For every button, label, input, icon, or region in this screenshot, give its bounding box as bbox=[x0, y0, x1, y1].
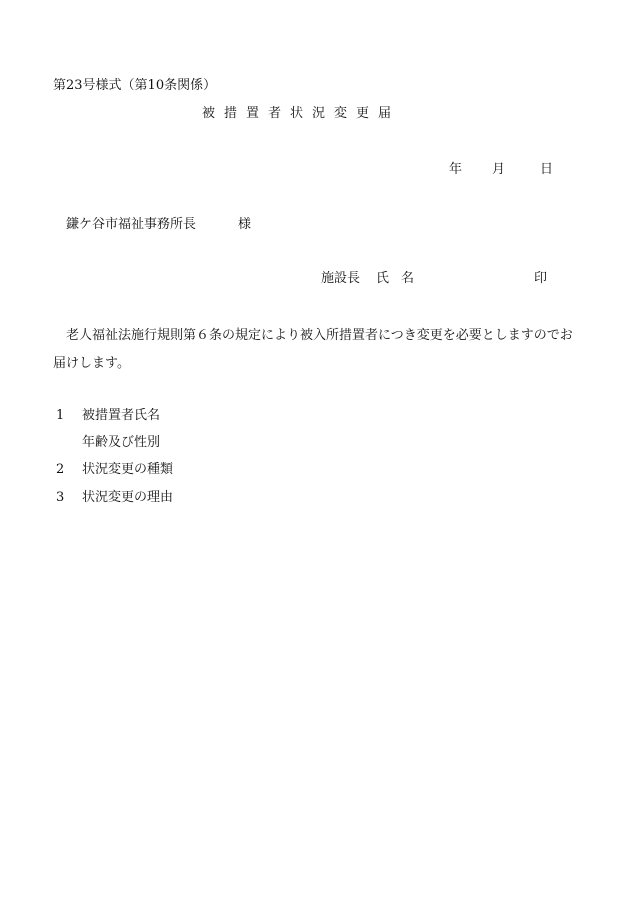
item-label: 状況変更の種類 bbox=[82, 462, 174, 477]
document-title: 被措置者状況変更届 bbox=[202, 106, 401, 121]
day-label: 日 bbox=[540, 162, 554, 177]
body-text: 老人福祉法施行規則第６条の規定により被入所措置者につき変更を必要としますのでお届けします。 bbox=[53, 328, 573, 371]
applicant-name-label-1: 氏 bbox=[376, 271, 390, 286]
list-item bbox=[53, 463, 173, 476]
form-number: 第23号様式（第10条関係） bbox=[53, 78, 217, 93]
addressee bbox=[66, 218, 251, 231]
seal-label: 印 bbox=[534, 271, 548, 286]
applicant-line bbox=[321, 272, 414, 285]
addressee-honorific: 様 bbox=[238, 217, 252, 232]
item-label: 年齢及び性別 bbox=[82, 435, 161, 450]
applicant-name-label-2: 名 bbox=[401, 271, 415, 286]
applicant-title: 施設長 bbox=[321, 271, 361, 286]
list-item bbox=[53, 491, 173, 504]
date-line bbox=[449, 163, 553, 176]
item-number: 1 bbox=[56, 408, 65, 423]
addressee-name: 鎌ケ谷市福祉事務所長 bbox=[66, 217, 197, 232]
month-label: 月 bbox=[492, 162, 506, 177]
list-item bbox=[53, 409, 160, 422]
item-label: 被措置者氏名 bbox=[82, 408, 161, 423]
item-number: 2 bbox=[56, 462, 65, 477]
item-label: 状況変更の理由 bbox=[82, 490, 174, 505]
list-item bbox=[53, 436, 160, 449]
item-number: 3 bbox=[56, 490, 65, 505]
year-label: 年 bbox=[449, 162, 463, 177]
